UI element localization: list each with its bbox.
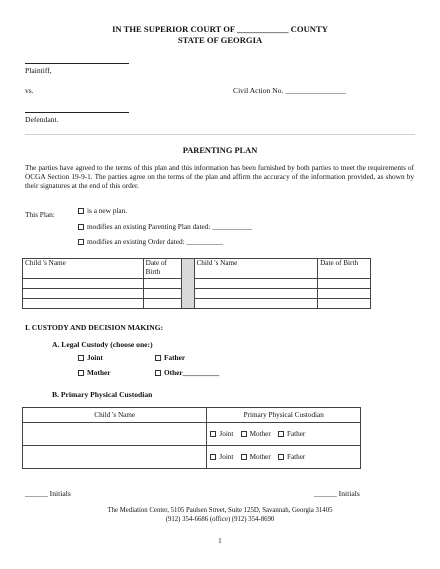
child-name-cell[interactable] — [194, 289, 318, 299]
child-name-cell[interactable] — [23, 279, 144, 289]
choice-father[interactable] — [278, 430, 305, 438]
intro-paragraph: The parties have agreed to the terms of this plan and this information has been furnished by both parties to meet the requirements of OCGA Section 19-9-1. The parties agree on the terms of the plan and affirm the accuracy of the information provided, as shown by their signatures at the end of this order. — [25, 163, 414, 190]
legal-option-other[interactable] — [155, 368, 219, 377]
section-heading-custody: I. CUSTODY AND DECISION MAKING: — [25, 323, 164, 332]
choice-label: Joint — [219, 453, 234, 461]
physical-custodian-heading: B. Primary Physical Custodian — [52, 390, 153, 399]
checkbox[interactable] — [78, 208, 84, 214]
checkbox[interactable] — [278, 454, 284, 460]
checkbox[interactable] — [78, 370, 84, 376]
col-header-custodian: Primary Physical Custodian — [207, 408, 361, 423]
this-plan-label: This Plan: — [25, 210, 55, 219]
physical-custodian-table — [22, 407, 361, 469]
state-line: STATE OF GEORGIA — [177, 35, 263, 45]
choice-mother[interactable] — [241, 453, 271, 461]
legal-option-father[interactable] — [155, 353, 185, 362]
table-row — [23, 299, 371, 309]
dob-cell[interactable] — [143, 299, 181, 309]
page-number: 1 — [218, 538, 222, 545]
court-header — [0, 24, 440, 46]
checkbox[interactable] — [155, 370, 161, 376]
section-divider — [25, 134, 415, 135]
option-label: Mother — [87, 368, 111, 377]
plan-option-modify-plan[interactable] — [78, 222, 252, 231]
col-header-child-name: Child 's Name — [23, 408, 207, 423]
dob-cell[interactable] — [143, 289, 181, 299]
choice-label: Father — [286, 453, 306, 461]
table-header-row — [23, 408, 361, 423]
vs-label: vs. — [25, 86, 34, 95]
checkbox[interactable] — [210, 454, 216, 460]
footer-phone: (912) 354-6686 (office) (912) 354-8690 — [165, 516, 275, 523]
checkbox[interactable] — [278, 431, 284, 437]
plan-option-modify-order[interactable] — [78, 237, 223, 246]
option-label: Father — [164, 353, 186, 362]
custodian-choice-cell — [207, 423, 361, 446]
table-row — [23, 289, 371, 299]
checkbox[interactable] — [241, 431, 247, 437]
civil-action-label: Civil Action No. ________________ — [233, 86, 347, 95]
option-label: Joint — [87, 353, 103, 362]
col-header-child-name: Child 's Name — [23, 259, 144, 279]
table-row — [23, 446, 361, 469]
col-header-date-of-birth: Date of Birth — [318, 259, 371, 279]
child-name-cell[interactable] — [194, 279, 318, 289]
table-separator — [181, 259, 194, 309]
choice-joint[interactable] — [210, 453, 233, 461]
dob-cell[interactable] — [318, 299, 371, 309]
checkbox[interactable] — [210, 431, 216, 437]
child-name-cell[interactable] — [23, 423, 207, 446]
defendant-label: Defendant. — [25, 115, 59, 124]
table-row — [23, 423, 361, 446]
plan-option-label: modifies an existing Parenting Plan dated: ___________ — [87, 222, 253, 231]
plan-option-label: modifies an existing Order dated: __________ — [87, 237, 223, 246]
document-title: PARENTING PLAN — [182, 146, 258, 155]
legal-custody-heading: A. Legal Custody (choose one:) — [52, 340, 153, 349]
choice-mother[interactable] — [241, 430, 271, 438]
child-name-cell[interactable] — [23, 299, 144, 309]
child-name-cell[interactable] — [23, 289, 144, 299]
checkbox[interactable] — [78, 224, 84, 230]
option-label: Other__________ — [164, 368, 220, 377]
plaintiff-label: Plaintiff, — [25, 66, 52, 75]
legal-option-mother[interactable] — [78, 368, 111, 377]
col-header-child-name: Child 's Name — [194, 259, 318, 279]
checkbox[interactable] — [155, 355, 161, 361]
children-table — [22, 258, 371, 309]
initials-left: ______ Initials — [25, 489, 71, 498]
plan-option-new[interactable] — [78, 206, 127, 215]
dob-cell[interactable] — [143, 279, 181, 289]
court-line: IN THE SUPERIOR COURT OF ____________ COUNTY — [112, 24, 328, 34]
col-header-date-of-birth: Date of Birth — [143, 259, 181, 279]
plaintiff-signature-line — [25, 63, 129, 64]
plan-option-label: is a new plan. — [87, 206, 128, 215]
dob-cell[interactable] — [318, 279, 371, 289]
footer-address: The Mediation Center, 5105 Paulsen Street, Suite 125D, Savannah, Georgia 31405 — [107, 507, 333, 514]
choice-label: Joint — [219, 430, 234, 438]
choice-label: Mother — [249, 453, 271, 461]
choice-father[interactable] — [278, 453, 305, 461]
choice-label: Mother — [249, 430, 271, 438]
choice-joint[interactable] — [210, 430, 233, 438]
legal-option-joint[interactable] — [78, 353, 103, 362]
child-name-cell[interactable] — [194, 299, 318, 309]
table-row — [23, 279, 371, 289]
choice-label: Father — [286, 430, 306, 438]
checkbox[interactable] — [78, 355, 84, 361]
initials-right: ______ Initials — [314, 489, 360, 498]
checkbox[interactable] — [241, 454, 247, 460]
defendant-signature-line — [25, 112, 129, 113]
table-header-row — [23, 259, 371, 279]
checkbox[interactable] — [78, 239, 84, 245]
child-name-cell[interactable] — [23, 446, 207, 469]
custodian-choice-cell — [207, 446, 361, 469]
dob-cell[interactable] — [318, 289, 371, 299]
